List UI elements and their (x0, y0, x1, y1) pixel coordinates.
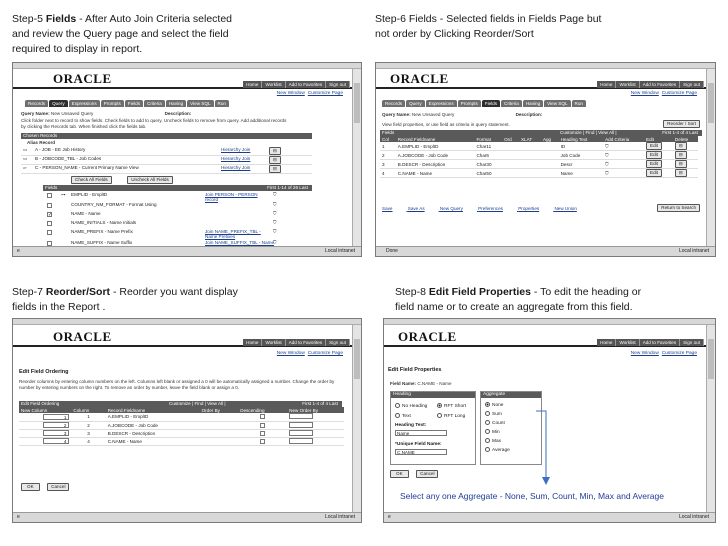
edit-button[interactable]: Edit (646, 169, 662, 177)
page-area (384, 325, 706, 512)
table-row (380, 151, 698, 160)
cell-format: Char30 (474, 160, 502, 169)
aggregate-callout: Select any one Aggregate - None, Sum, Count, Min, Max and Average (400, 491, 664, 501)
heading-text-label: Heading Text: (395, 423, 427, 428)
signout-link[interactable]: Sign out (680, 81, 704, 88)
tab-having[interactable]: Having (166, 100, 186, 107)
tab-prompts[interactable]: Prompts (101, 100, 124, 107)
delete-record-button[interactable]: ⊟ (269, 147, 281, 155)
col-header: Col (380, 136, 396, 142)
tab-query[interactable]: Query (49, 100, 68, 107)
radio-min[interactable]: Min (485, 429, 500, 435)
worklist-link[interactable]: Worklist (616, 339, 639, 346)
page-area (13, 325, 352, 512)
folder-open-icon[interactable]: ▱ (23, 165, 27, 170)
tab-run[interactable]: Run (215, 100, 229, 107)
cell-field: B.DESCR - Description (396, 160, 475, 169)
oracle-logo: ORACLE (398, 329, 457, 344)
step8-bold: Edit Field Properties (428, 286, 531, 298)
header-links (243, 81, 350, 88)
col-header: Heading Text (559, 136, 604, 142)
field-row (43, 211, 312, 220)
scroll-thumb[interactable] (708, 83, 714, 123)
step5-caption (12, 12, 312, 57)
field-name: COUNTRY_NM_FORMAT - Format Using (71, 202, 157, 207)
tab-having[interactable]: Having (523, 100, 543, 107)
worklist-link[interactable]: Worklist (616, 81, 639, 88)
delete-record-button[interactable]: ⊟ (269, 165, 281, 173)
grid-title: Edit Field Ordering (21, 401, 60, 406)
reorder-sort-button[interactable]: Reorder / Sort (663, 120, 700, 128)
cell-col: 2 (380, 151, 396, 160)
step8-caption (395, 285, 725, 315)
step8-line2: field name or to create an aggregate from this field. (395, 301, 633, 313)
grid-nav[interactable]: First 1-4 of 4 Last (662, 130, 698, 135)
add-criteria-icon[interactable]: ⛉ (603, 142, 644, 151)
signout-link[interactable]: Sign out (326, 81, 350, 88)
new-window-link[interactable]: New Window (630, 91, 659, 96)
grid-links[interactable]: Customize | Find | View All | (560, 130, 617, 135)
status-bar (13, 246, 361, 256)
field-name-label: Field Name: (390, 381, 417, 386)
page-links (631, 91, 700, 96)
col-header: Edit (644, 136, 673, 142)
cell-field: C.NAME - Name (106, 437, 200, 445)
field-row (43, 192, 312, 202)
records-list (21, 147, 312, 174)
new-window-link[interactable]: New Window (630, 351, 659, 356)
cancel-button[interactable]: Cancel (416, 470, 438, 478)
tab-view-sql[interactable]: View SQL (544, 100, 570, 107)
worklist-link[interactable]: Worklist (262, 81, 285, 88)
ok-button[interactable]: OK (21, 483, 40, 491)
record-name: C - PERSON_NAME - Current Primary Name View (35, 165, 139, 170)
new-window-link[interactable]: New Window (276, 351, 305, 356)
new-order-by-input[interactable] (289, 430, 313, 436)
col-header: Format (474, 136, 502, 142)
save-link[interactable]: Save (382, 206, 393, 211)
scroll-thumb[interactable] (354, 339, 360, 379)
cell-format: Char6 (474, 151, 502, 160)
instructions-text: Click folder next to record to show fields. Check fields to add to query. Uncheck fields to remove from query. Add additional records by clicking the Records tab. When finished click the fields tab. (21, 118, 287, 129)
cell-col: 3 (380, 160, 396, 169)
customize-page-link[interactable]: Customize Page (661, 91, 697, 96)
query-name-label: Query Name: (382, 112, 411, 117)
status-done: Done (386, 248, 398, 254)
ie-icon: e (17, 514, 20, 520)
field-checkbox[interactable] (47, 221, 52, 226)
radio-max[interactable]: Max (485, 438, 501, 444)
save-as-link[interactable]: Save As (407, 206, 425, 211)
header-links (597, 81, 704, 88)
record-row (21, 156, 312, 165)
cell-column: 1 (71, 413, 105, 421)
cell-field: A.EMPLID - EmplID (396, 142, 475, 151)
home-link[interactable]: Home (597, 81, 616, 88)
vertical-scrollbar[interactable] (352, 325, 361, 512)
table-row (19, 429, 344, 437)
home-link[interactable]: Home (597, 339, 616, 346)
record-row (21, 165, 312, 174)
cell-format: Char50 (474, 169, 502, 178)
tab-records[interactable]: Records (25, 100, 48, 107)
step5-bold: Fields (45, 13, 77, 25)
callout-arrow (534, 409, 554, 487)
query-name-row (382, 112, 542, 118)
add-criteria-icon[interactable]: ⛉ (603, 160, 644, 169)
field-row (43, 220, 312, 229)
query-tabs (382, 100, 586, 107)
radio-rft-long[interactable]: RFT Long (437, 413, 465, 419)
table-row (380, 142, 698, 151)
new-column-input[interactable]: 1 (43, 414, 69, 420)
col-header: Delete (673, 136, 698, 142)
instructions-text: View field properties, or use field as criteria in query statement. (382, 122, 510, 127)
cell-heading: Name (559, 169, 604, 178)
col-header: Column (71, 407, 105, 413)
scroll-thumb[interactable] (708, 339, 714, 379)
cancel-button[interactable]: Cancel (47, 483, 69, 491)
add-favorites-link[interactable]: Add to Favorites (640, 339, 680, 346)
cell-field: C.NAME - Name (396, 169, 475, 178)
join-link[interactable]: Join NAME_SUFFIX_TBL - Name (205, 240, 275, 245)
field-name: NAME - Name (71, 211, 101, 216)
preferences-link[interactable]: Preferences (478, 206, 503, 211)
field-name: NAME_SUFFIX - Name Suffix (71, 240, 133, 245)
descending-checkbox[interactable] (260, 414, 265, 419)
tab-expressions[interactable]: Expressions (426, 100, 457, 107)
new-window-link[interactable]: New Window (276, 91, 305, 96)
col-header: Add Criteria (603, 136, 644, 142)
add-favorites-link[interactable]: Add to Favorites (286, 81, 326, 88)
vertical-scrollbar[interactable] (706, 325, 715, 512)
record-name: A - JOB - EE Job History (35, 147, 86, 152)
radio-none[interactable]: None (485, 402, 503, 408)
cell-field: A.JOBCODE - Job Code (106, 421, 200, 429)
descending-checkbox[interactable] (260, 431, 265, 436)
radio-sum[interactable]: Sum (485, 411, 502, 417)
grid-title: Fields (382, 130, 395, 135)
tab-criteria[interactable]: Criteria (144, 100, 165, 107)
aggregate-group-title: Aggregate (481, 392, 541, 398)
page-links (631, 351, 700, 356)
check-buttons (71, 176, 173, 184)
delete-record-button[interactable]: ⊟ (269, 156, 281, 164)
status-zone: Local intranet (324, 248, 355, 254)
table-row (380, 169, 698, 178)
cell-field: A.EMPLID - EmplID (106, 413, 200, 421)
description-label: Description: (515, 112, 543, 117)
cell-column: 3 (71, 429, 105, 437)
cell-heading: ID (559, 142, 604, 151)
customize-page-link[interactable]: Customize Page (307, 91, 343, 96)
cell-col: 1 (380, 142, 396, 151)
delete-row-button[interactable]: ⊟ (675, 160, 687, 168)
grid-links[interactable]: Customize | Find | View All | (169, 401, 226, 406)
table-row (19, 421, 344, 429)
radio-text[interactable]: Text (395, 413, 411, 419)
tab-records[interactable]: Records (382, 100, 405, 107)
return-to-search-button[interactable]: Return to Search (657, 204, 700, 212)
cell-format: Char11 (474, 142, 502, 151)
field-name: NAME_PREFIX - Name Prefix (71, 229, 133, 234)
grid-nav[interactable]: First 1-4 of 4 Last (302, 401, 338, 406)
field-checkbox[interactable] (47, 203, 52, 208)
folder-icon[interactable]: ▭ (23, 156, 28, 161)
hierarchy-join-link[interactable]: Hierarchy Join (221, 156, 251, 161)
cell-column: 4 (71, 437, 105, 445)
record-name: B - JOBCODE_TBL - Job Codes (35, 156, 102, 161)
join-link[interactable]: Join PERSON - PERSON record (205, 192, 258, 202)
form-buttons (390, 470, 438, 478)
heading-text-input[interactable]: Name (395, 430, 447, 436)
add-criteria-icon[interactable]: ⛉ (603, 151, 644, 160)
new-order-by-input[interactable] (289, 413, 313, 419)
home-link[interactable]: Home (243, 81, 262, 88)
radio-rft-short[interactable]: RFT Short (437, 403, 466, 409)
new-column-input[interactable]: 3 (43, 430, 69, 436)
new-union-link[interactable]: New Union (554, 206, 577, 211)
fields-bar (43, 185, 312, 191)
page-area (13, 69, 352, 246)
description-label: Description: (164, 111, 192, 116)
oracle-logo: ORACLE (390, 71, 449, 86)
unique-field-label: *Unique Field Name: (395, 442, 442, 447)
step6-caption (375, 12, 715, 42)
field-name: EMPLID - EmplID (71, 192, 108, 197)
ordering-table (19, 407, 344, 446)
table-row (19, 437, 344, 445)
funnel-icon[interactable]: ⛉ (273, 211, 277, 216)
query-tabs (25, 100, 229, 107)
col-header: Ord (502, 136, 519, 142)
header-links (243, 339, 350, 346)
new-column-input[interactable]: 2 (43, 422, 69, 428)
step7-suffix: - Reorder you want display (110, 286, 238, 298)
col-header: XLAT (519, 136, 541, 142)
field-row (43, 229, 312, 240)
scroll-thumb[interactable] (354, 83, 360, 123)
tab-prompts[interactable]: Prompts (458, 100, 481, 107)
oracle-logo: ORACLE (53, 71, 112, 86)
hierarchy-join-link[interactable]: Hierarchy Join (221, 147, 251, 152)
status-zone: Local intranet (678, 514, 709, 520)
col-header: New Column (19, 407, 71, 413)
funnel-icon[interactable]: ⛉ (273, 229, 277, 234)
col-header: Record.Fieldname (106, 407, 200, 413)
ie-icon: e (17, 248, 20, 254)
screenshot-step5 (12, 62, 362, 257)
field-name-row (390, 381, 452, 387)
add-favorites-link[interactable]: Add to Favorites (640, 81, 680, 88)
col-header: Agg (541, 136, 559, 142)
funnel-icon[interactable]: ⛉ (273, 220, 277, 225)
step8-suffix: - To edit the heading or (530, 286, 642, 298)
table-row (380, 160, 698, 169)
screenshot-step6 (375, 62, 716, 257)
page-area (376, 69, 706, 246)
field-checkbox[interactable] (47, 230, 52, 235)
tab-fields[interactable]: Fields (125, 100, 143, 107)
cell-field: A.JOBCODE - Job Code (396, 151, 475, 160)
query-name-value: New Unsaved Query (50, 111, 94, 116)
page-title: Edit Field Properties (388, 367, 442, 373)
properties-link[interactable]: Properties (518, 206, 540, 211)
delete-row-button[interactable]: ⊟ (675, 142, 687, 150)
check-all-button[interactable]: Check All Fields (71, 176, 112, 184)
footer-links (382, 206, 580, 211)
table-row (19, 413, 344, 421)
tab-view-sql[interactable]: View SQL (187, 100, 213, 107)
edit-button[interactable]: Edit (646, 160, 662, 168)
step5-prefix: Step-5 (12, 13, 46, 25)
vertical-scrollbar[interactable] (706, 69, 715, 246)
tab-query[interactable]: Query (406, 100, 425, 107)
funnel-icon[interactable]: ⛉ (273, 202, 277, 207)
header-links (597, 339, 704, 346)
uncheck-all-button[interactable]: Uncheck All Fields (127, 176, 173, 184)
edit-button[interactable]: Edit (646, 151, 662, 159)
status-bar (13, 512, 361, 522)
step5-line3: required to display in report. (12, 43, 143, 55)
tab-run[interactable]: Run (572, 100, 586, 107)
descending-checkbox[interactable] (260, 439, 265, 444)
col-header: New Order By (287, 407, 344, 413)
add-favorites-link[interactable]: Add to Favorites (286, 339, 326, 346)
cell-col: 4 (380, 169, 396, 178)
step7-prefix: Step-7 (12, 286, 46, 298)
record-row (21, 147, 312, 156)
descending-checkbox[interactable] (260, 423, 265, 428)
vertical-scrollbar[interactable] (352, 69, 361, 246)
field-checkbox[interactable] (47, 193, 52, 198)
field-name-value: C.NAME - Name (417, 381, 452, 386)
ok-button[interactable]: OK (390, 470, 409, 478)
radio-count[interactable]: Count (485, 420, 505, 426)
alias-record-header: Alias Record (27, 140, 56, 145)
home-link[interactable]: Home (243, 339, 262, 346)
query-name-value: New Unsaved Query (411, 112, 455, 117)
tab-criteria[interactable]: Criteria (501, 100, 522, 107)
cell-field: B.DESCR - Description (106, 429, 200, 437)
new-query-link[interactable]: New Query (439, 206, 463, 211)
status-bar (384, 512, 715, 522)
instructions-text: Reorder columns by entering column numbers on the left. Columns left blank or assigned a 0 will be automatically assigned a number. Change the order by number by entering numbers on the right. To remove an order by number, leave the field blank or assign a 0. (19, 379, 335, 390)
tab-expressions[interactable]: Expressions (69, 100, 100, 107)
funnel-icon[interactable]: ⛉ (273, 192, 277, 197)
col-header: Descending (238, 407, 287, 413)
step7-bold: Reorder/Sort (45, 286, 111, 298)
funnel-icon[interactable]: ⛉ (273, 240, 277, 245)
query-name-row (21, 111, 191, 117)
page-links (277, 351, 346, 356)
radio-no-heading[interactable]: No Heading (395, 403, 427, 409)
tab-fields[interactable]: Fields (482, 100, 500, 107)
new-column-input[interactable]: 4 (43, 438, 69, 444)
customize-page-link[interactable]: Customize Page (307, 351, 343, 356)
heading-group (390, 391, 476, 465)
chosen-records-bar: Chosen Records (21, 133, 312, 139)
signout-link[interactable]: Sign out (326, 339, 350, 346)
fields-table (380, 136, 698, 178)
step6-line1: Step-6 Fields - Selected fields in Fields Page but (375, 13, 602, 25)
step5-line2: and review the Query page and select the field (12, 28, 229, 40)
folder-icon[interactable]: ▭ (23, 147, 28, 152)
field-row (43, 202, 312, 211)
cell-heading: Descr (559, 160, 604, 169)
col-header: Record.Fieldname (396, 136, 475, 142)
signout-link[interactable]: Sign out (680, 339, 704, 346)
field-name: NAME_INITIALS - Name Initials (71, 220, 137, 225)
col-header: Order By (200, 407, 239, 413)
step5-suffix: - After Auto Join Criteria selected (76, 13, 233, 25)
status-bar (376, 246, 715, 256)
status-zone: Local intranet (678, 248, 709, 254)
form-buttons (21, 483, 69, 491)
step7-line2: fields in the Report . (12, 301, 106, 313)
fields-nav[interactable]: First 1-14 of 26 Last (267, 185, 308, 190)
add-criteria-icon[interactable]: ⛉ (603, 169, 644, 178)
aggregate-group (480, 391, 542, 465)
radio-average[interactable]: Average (485, 447, 510, 453)
step7-caption (12, 285, 312, 315)
fields-list (43, 192, 312, 246)
page-title: Edit Field Ordering (19, 369, 69, 375)
edit-button[interactable]: Edit (646, 142, 662, 150)
step8-prefix: Step-8 (395, 286, 429, 298)
heading-group-title: Heading (391, 392, 475, 398)
query-name-label: Query Name: (21, 111, 50, 116)
cell-column: 2 (71, 421, 105, 429)
key-icon: ⊶ (61, 192, 66, 197)
oracle-logo: ORACLE (53, 329, 112, 344)
new-order-by-input[interactable] (289, 422, 313, 428)
customize-page-link[interactable]: Customize Page (661, 351, 697, 356)
delete-row-button[interactable]: ⊟ (675, 169, 687, 177)
fields-header: Fields (45, 185, 58, 190)
step6-line2: not order by Clicking Reorder/Sort (375, 28, 534, 40)
hierarchy-join-link[interactable]: Hierarchy Join (221, 165, 251, 170)
page-links (277, 91, 346, 96)
cell-heading: Job Code (559, 151, 604, 160)
screenshot-step7 (12, 318, 362, 523)
new-order-by-input[interactable] (289, 438, 313, 444)
field-checkbox-checked[interactable]: ✓ (48, 212, 53, 218)
unique-field-input[interactable]: C.NAME (395, 449, 447, 455)
delete-row-button[interactable]: ⊟ (675, 151, 687, 159)
join-link[interactable]: Join NAME_PREFIX_TBL - Name Prefixes (205, 229, 261, 239)
status-zone: Local intranet (324, 514, 355, 520)
worklist-link[interactable]: Worklist (262, 339, 285, 346)
ie-icon: e (388, 514, 391, 520)
